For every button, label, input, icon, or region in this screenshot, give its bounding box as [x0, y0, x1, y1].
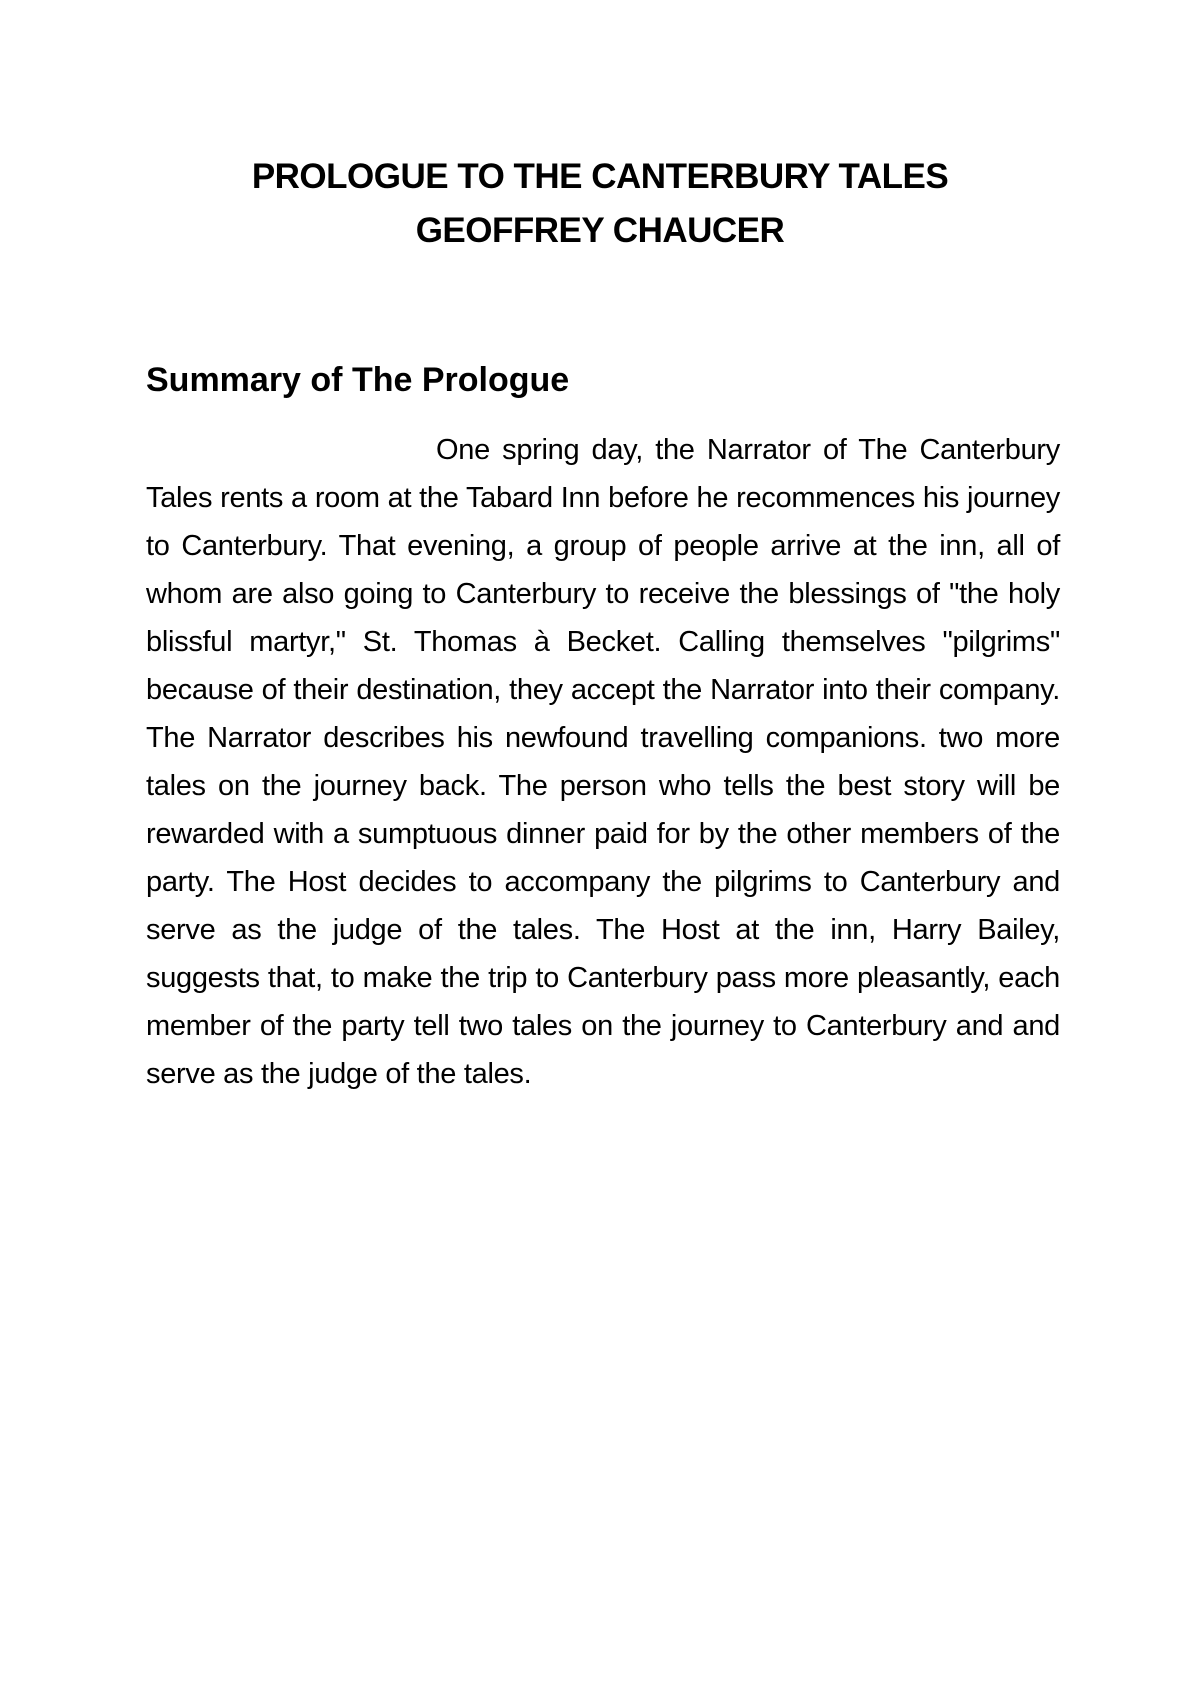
section-heading: Summary of The Prologue [146, 361, 570, 399]
summary-paragraph: One spring day, the Narrator of The Canterbury Tales rents a room at the Tabard Inn before he recommences his journey to Canterbury. That evening, a group of people arrive at the inn, all of whom are also going to Canterbury to receive the blessings of "the holy blissful martyr," St. Thomas à Becket. Calling themselves "pilgrims" because of their destination, they accept the Narrator into their company. The Narrator describes his newfound travelling companions. two more tales on the journey back. The person who tells the best story will be rewarded with a sumptuous dinner paid for by the other members of the party. The Host decides to accompany the pilgrims to Canterbury and serve as the judge of the tales. The Host at the inn, Harry Bailey, suggests that, to make the trip to Canterbury pass more pleasantly, each member of the party tell two tales on the journey to Canterbury and and serve as the judge of the tales. [146, 434, 1060, 1090]
document-title: PROLOGUE TO THE CANTERBURY TALES [251, 157, 949, 196]
title-block [0, 150, 1200, 258]
document-author: GEOFFREY CHAUCER [415, 211, 785, 250]
